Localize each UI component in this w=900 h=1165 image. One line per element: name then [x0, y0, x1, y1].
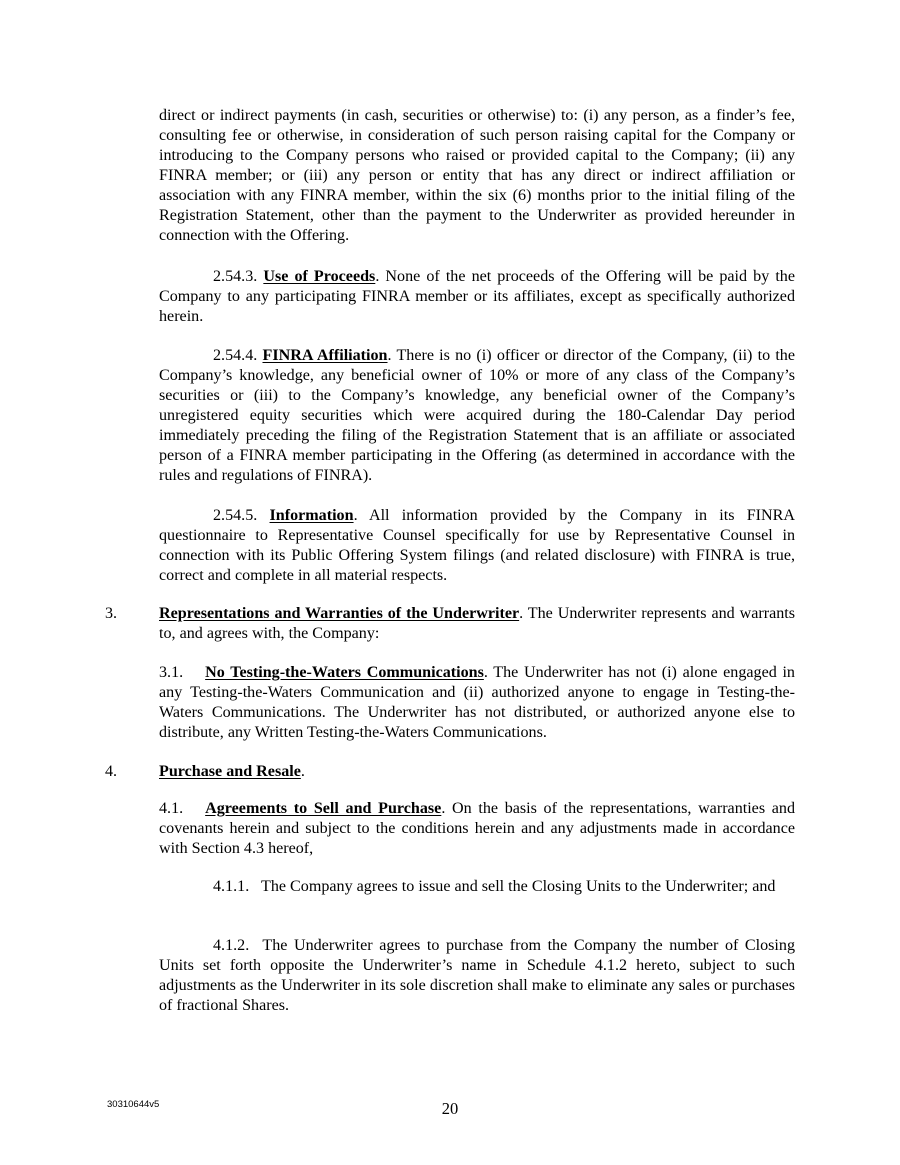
section-4-number: 4.	[105, 763, 118, 780]
section-3	[159, 604, 795, 644]
section-2-54-5	[159, 506, 795, 586]
section-2-54-4	[159, 346, 795, 486]
section-heading: Representations and Warranties of the Underwriter	[159, 605, 520, 622]
section-heading: FINRA Affiliation	[262, 347, 388, 364]
section-number: 2.54.3.	[213, 268, 258, 285]
section-3-1	[159, 663, 795, 743]
section-heading: No Testing-the-Waters Communications	[205, 664, 484, 681]
section-heading: Use of Proceeds	[263, 268, 376, 285]
section-text: The Underwriter agrees to purchase from the Company the number of Closing Units set forth opposite the Underwriter’s name in Schedule 4.1.2 hereto, subject to such adjustments as the Underwriter in its sole discretion shall make to eliminate any sales or purchases of fractional Shares.	[159, 937, 796, 1014]
section-text: . None of the net proceeds of the Offering will be paid by the Company to any participating FINRA member or its affiliates, except as specifically authorized herein.	[159, 268, 795, 325]
footer-document-id: 30310644v5	[107, 1099, 160, 1110]
section-text: The Company agrees to issue and sell the Closing Units to the Underwriter; and	[261, 878, 776, 895]
section-number: 4.1.1.	[213, 878, 250, 895]
section-3-number: 3.	[105, 605, 118, 622]
section-number: 2.54.5.	[213, 507, 258, 524]
section-4	[159, 762, 795, 782]
section-text: . On the basis of the representations, warranties and covenants herein and subject to the conditions herein and any adjustments made in accordance with Section 4.3 hereof,	[159, 800, 795, 857]
section-text: . All information provided by the Company in its FINRA questionnaire to Representative Counsel specifically for use by Representative Counsel in connection with its Public Offering System filings (and related disclosure) with FINRA is true, correct and complete in all material respects.	[159, 507, 795, 584]
section-number: 3.1.	[159, 664, 184, 681]
section-4-1-2	[159, 936, 795, 1016]
section-text: .	[300, 763, 305, 780]
section-heading: Purchase and Resale	[159, 763, 301, 780]
section-4-1-1	[159, 877, 795, 897]
section-text: . The Underwriter represents and warrants to, and agrees with, the Company:	[159, 605, 796, 642]
section-2-54-3	[159, 267, 795, 327]
section-heading: Information	[269, 507, 354, 524]
section-text: . There is no (i) officer or director of the Company, (ii) to the Company’s knowledge, any beneficial owner of 10% or more of any class of the Company’s securities or (iii) to the Company’s knowledge, any beneficial owner of the Company’s unregistered equity securities which were acquired during the 180-Calendar Day period immediately preceding the filing of the Registration Statement that is an affiliate or associated person of a FINRA member participating in the Offering (as determined in accordance with the rules and regulations of FINRA).	[159, 347, 796, 484]
footer-page-number: 20	[441, 1099, 459, 1118]
section-number: 4.1.2.	[213, 937, 250, 954]
section-number: 2.54.4.	[213, 347, 258, 364]
paragraph-intro: direct or indirect payments (in cash, securities or otherwise) to: (i) any person, as a finder’s fee, consulting fee or otherwise, in consideration of such person raising capital for the Company or introducing to the Company persons who raised or provided capital to the Company; (ii) any FINRA member; or (iii) any person or entity that has any direct or indirect affiliation or association with any FINRA member, within the six (6) months prior to the initial filing of the Registration Statement, other than the payment to the Underwriter as provided hereunder in connection with the Offering.	[159, 107, 795, 244]
section-4-1	[159, 799, 795, 859]
section-text: . The Underwriter has not (i) alone engaged in any Testing-the-Waters Communication and (ii) authorized anyone to engage in Testing-the-Waters Communications. The Underwriter has not distributed, or authorized anyone else to distribute, any Written Testing-the-Waters Communications.	[159, 664, 795, 741]
section-number: 4.1.	[159, 800, 184, 817]
section-heading: Agreements to Sell and Purchase	[205, 800, 442, 817]
